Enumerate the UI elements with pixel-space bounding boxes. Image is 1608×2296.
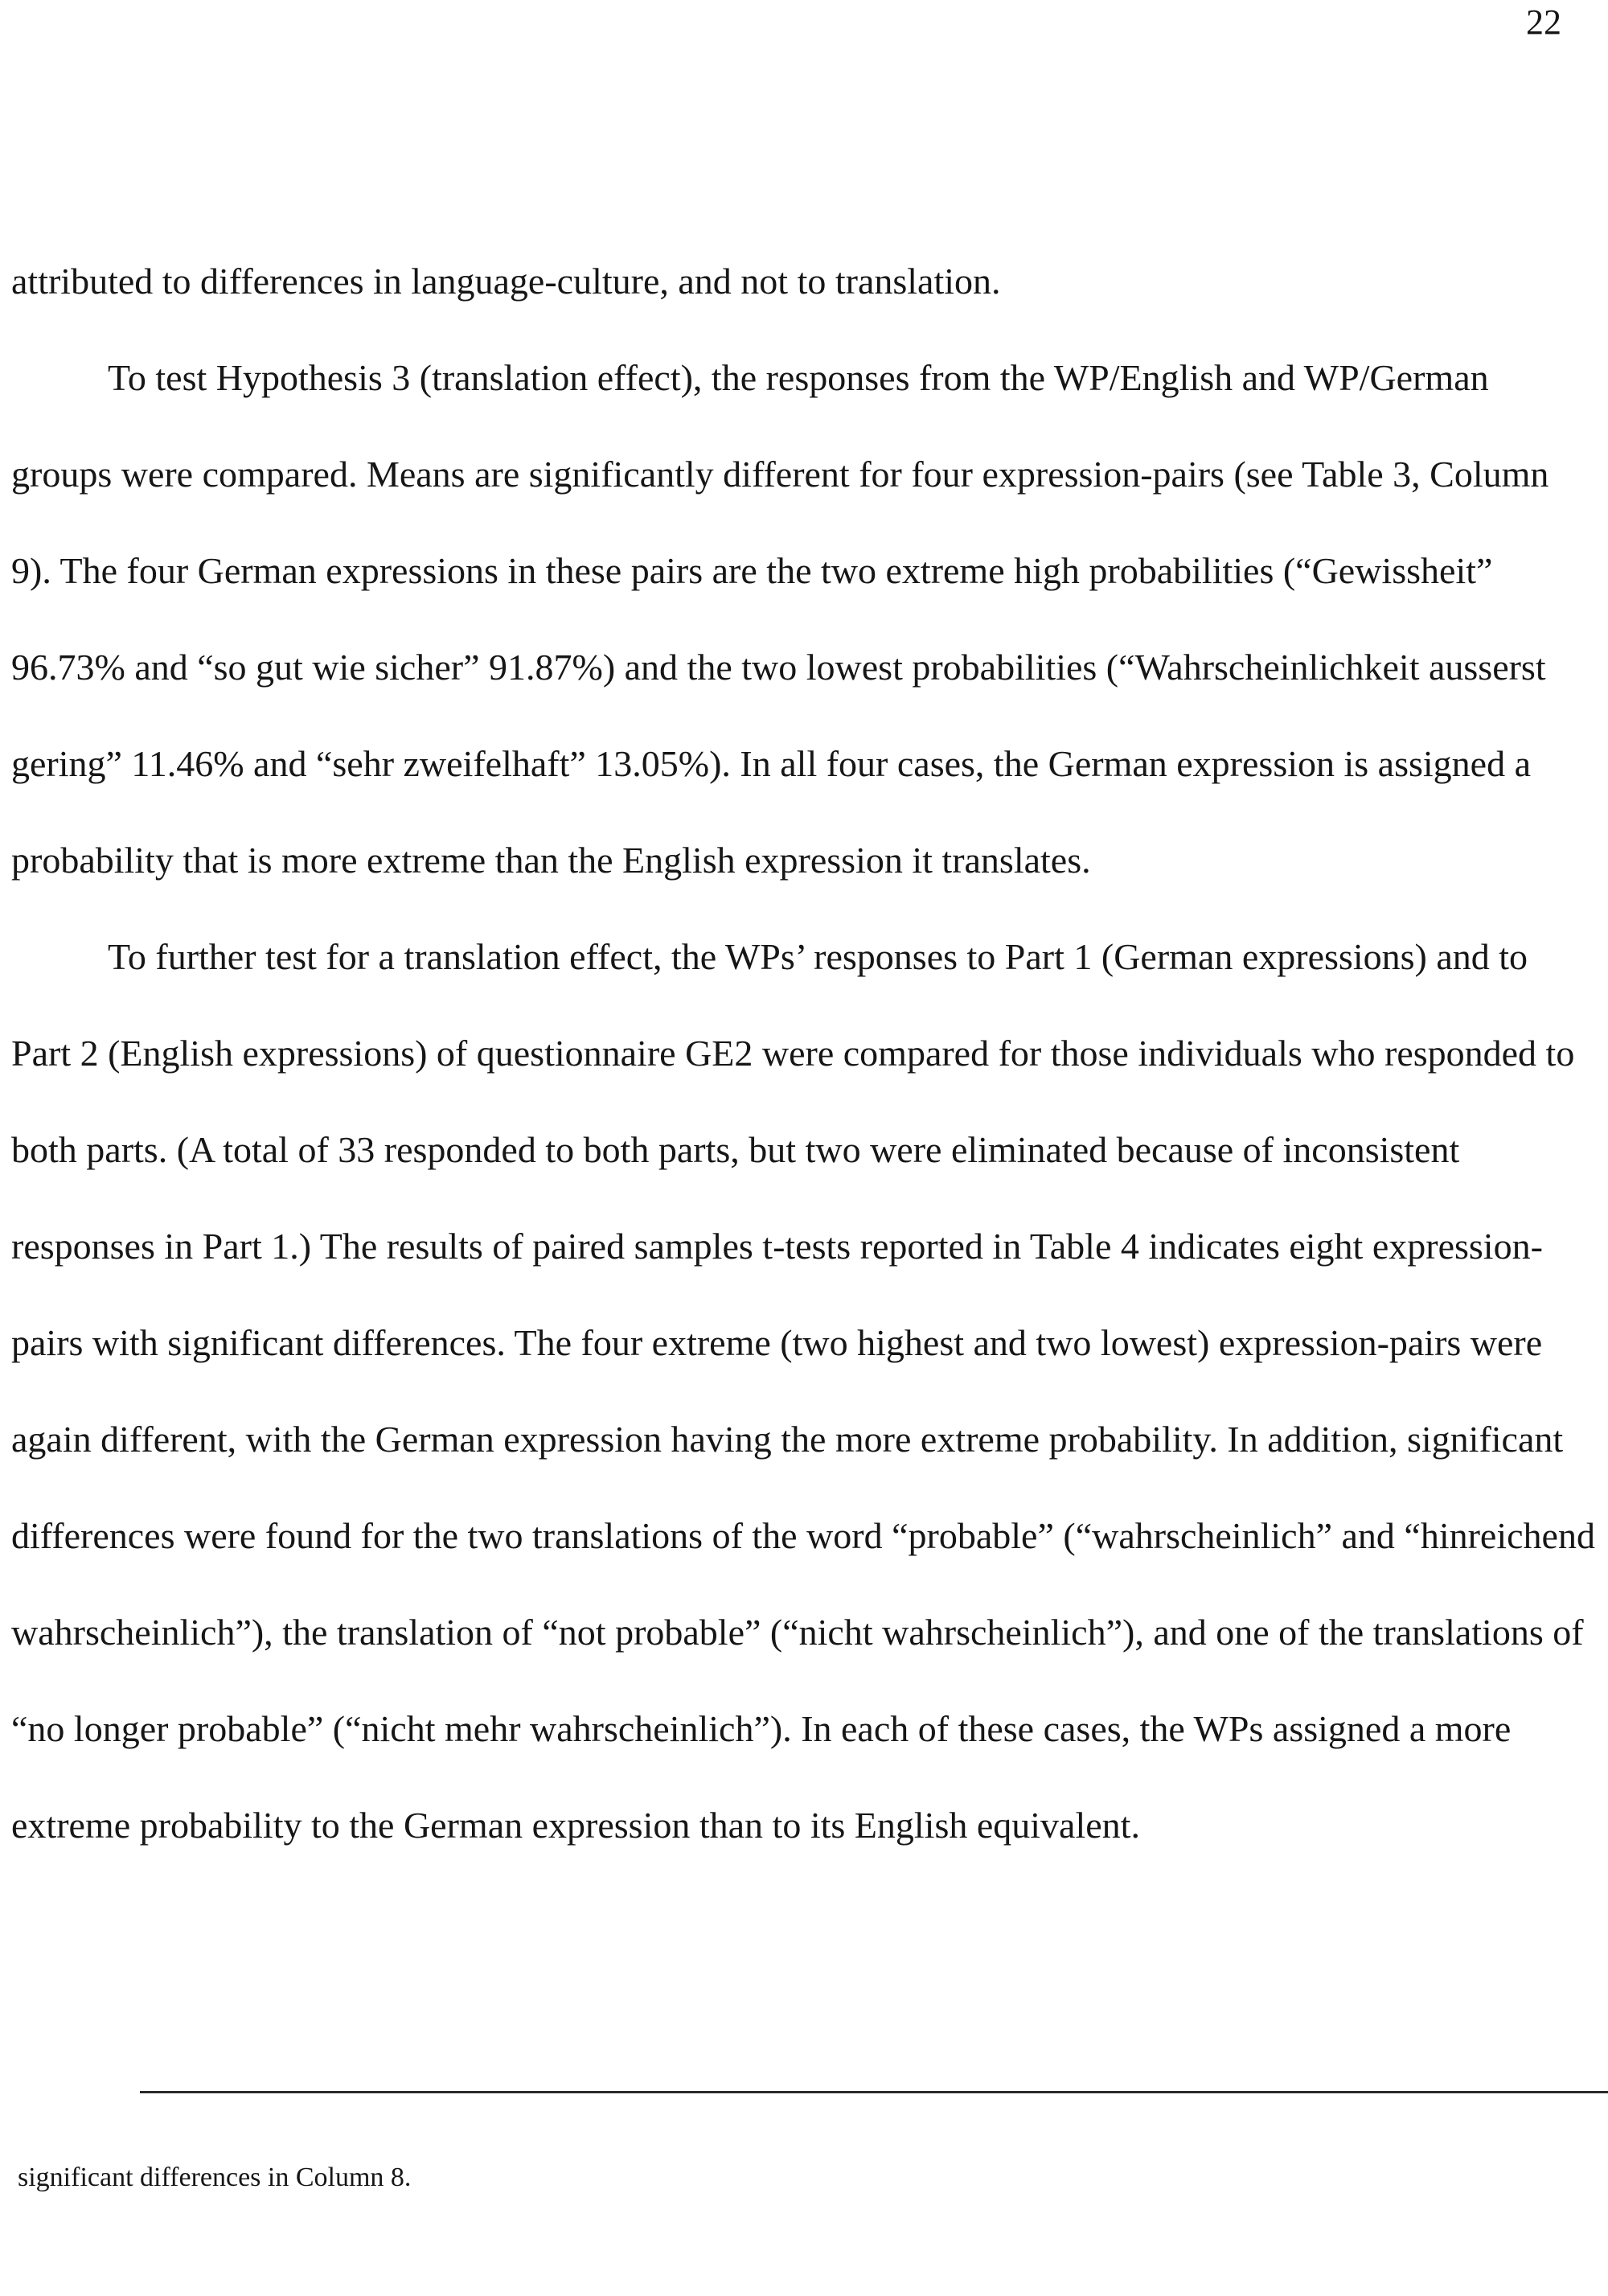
paragraph-translation-effect: To further test for a translation effect, the WPs’ responses to Part 1 (German expressions) and to Part 2 (English expressions) of questionnaire GE2 were compared for those individuals who responded to both parts. (A total of 33 responded to both parts, but two were eliminated because of inconsistent responses in Part 1.) The results of paired samples t-tests reported in Table 4 indicates eight expression-pairs with significant differences. The four extreme (two highest and two lowest) expression-pairs were again different, with the German expression having the more extreme probability. In addition, significant differences were found for the two translations of the word “probable” (“wahrscheinlich” and “hinreichend wahrscheinlich”), the translation of “not probable” (“nicht wahrscheinlich”), and one of the translations of “no longer probable” (“nicht mehr wahrscheinlich”). In each of these cases, the WPs assigned a more extreme probability to the German expression than to its English equivalent. — [11, 936, 1595, 1846]
footnote: significant differences in Column 8. — [18, 2163, 412, 2192]
paragraph-continuation: attributed to differences in language-culture, and not to translation. — [11, 261, 1001, 302]
page-number: 22 — [1526, 2, 1561, 42]
paragraph-hypothesis-3: To test Hypothesis 3 (translation effect), the responses from the WP/English and WP/German groups were compared. Means are significantly different for four expression-pairs (see Table 3, Column 9). The four German expressions in these pairs are the two extreme high probabilities (“Gewissheit” 96.73% and “so gut wie sicher” 91.87%) and the two lowest probabilities (“Wahrscheinlichkeit ausserst gering” 11.46% and “sehr zweifelhaft” 13.05%). In all four cases, the German expression is assigned a probability that is more extreme than the English expression it translates. — [11, 357, 1549, 881]
footnote-divider — [140, 2091, 1608, 2093]
body-text — [11, 233, 1595, 1874]
